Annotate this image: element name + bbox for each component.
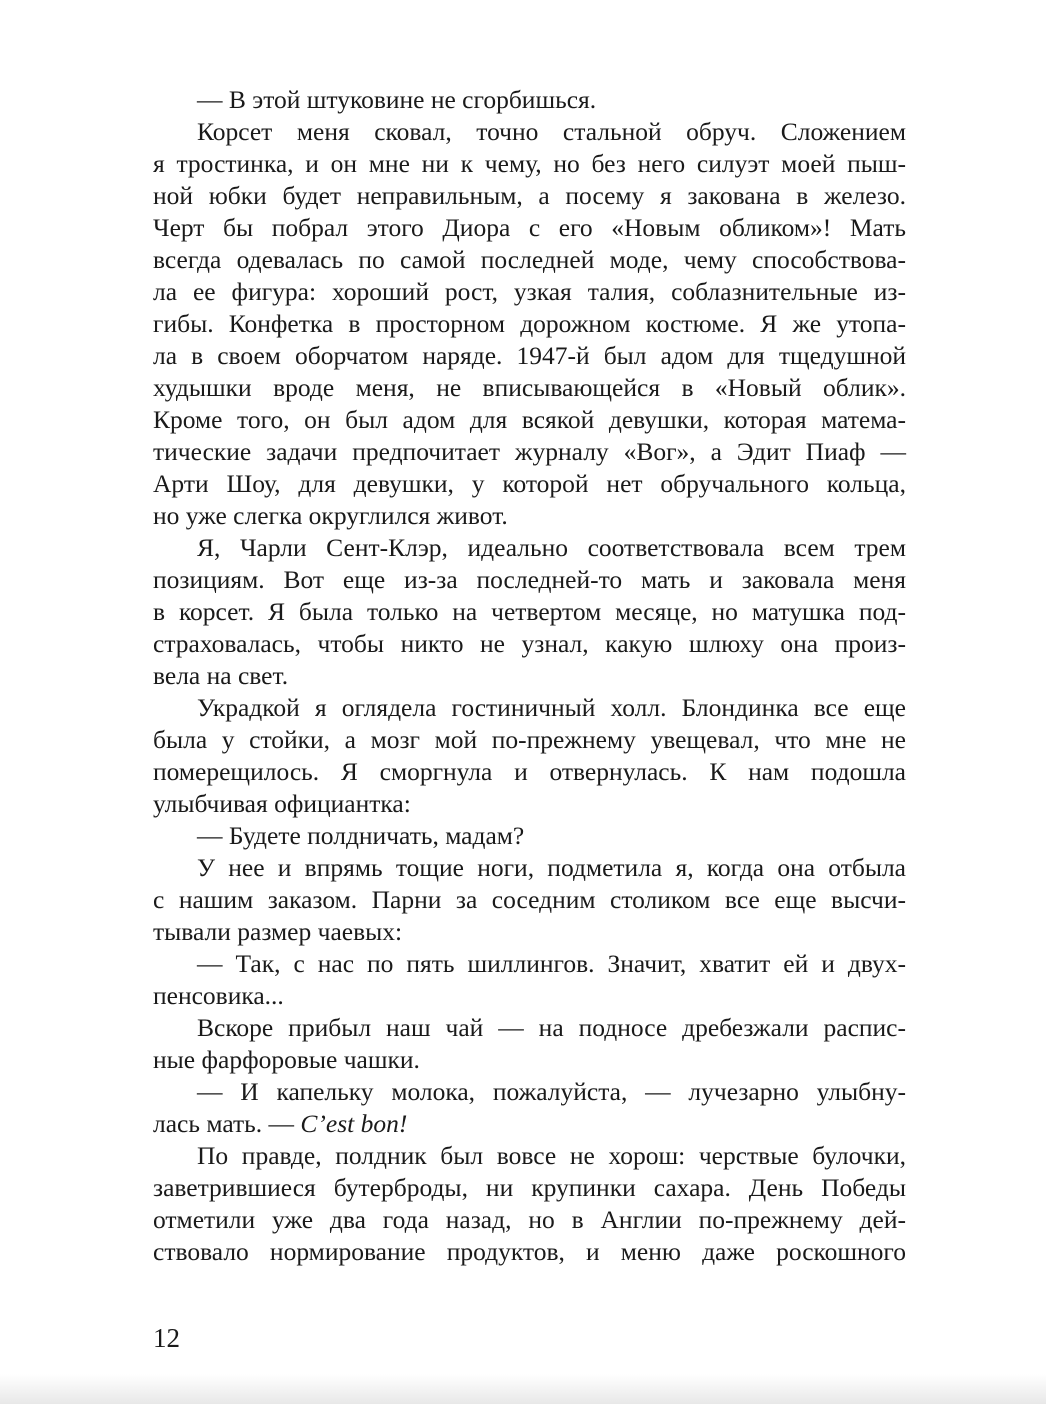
text-line: всегда одевалась по самой последней моде, чему способствова- [153, 245, 906, 274]
text-line [153, 1012, 906, 1044]
french-phrase: C’est bon! [300, 1109, 408, 1138]
text-line: но уже слегка округлился живот. [153, 501, 508, 530]
text-line [153, 1044, 906, 1076]
text-line: У нее и впрямь тощие ноги, подметила я, когда она отбыла [197, 853, 906, 882]
text-line: тические задачи предпочитает журналу «Вог», а Эдит Пиаф — [153, 437, 906, 466]
text-line: страховалась, чтобы никто не узнал, какую шлюху она произ- [153, 629, 906, 658]
text-fragment: Вскоре прибыл наш чай — на подносе дребезжали распис- [197, 1013, 906, 1042]
text-line: Корсет меня сковал, точно стальной обруч. Сложением [197, 117, 906, 146]
text-line: пенсовика... [153, 981, 284, 1010]
text-line: — Так, с нас по пять шиллингов. Значит, хватит ей и двух- [197, 949, 906, 978]
text-line: вела на свет. [153, 661, 289, 690]
text-fragment: лась мать. — [153, 1109, 295, 1138]
text-line: Арти Шоу, для девушки, у которой нет обручального кольца, [153, 469, 906, 498]
text-line: ла ее фигура: хороший рост, узкая талия, соблазнительные из- [153, 277, 906, 306]
text-line: — И капельку молока, пожалуйста, — лучезарно улыбну- [197, 1077, 906, 1106]
text-line: гибы. Конфетка в просторном дорожном костюме. Я же утопа- [153, 309, 906, 338]
text-line: ной юбки будет неправильным, а посему я закована в железо. [153, 181, 906, 210]
text-line: Украдкой я оглядела гостиничный холл. Блондинка все еще [197, 693, 906, 722]
page-number: 12 [153, 1323, 180, 1353]
text-line: худышки вроде меня, не вписывающейся в «Новый облик». [153, 373, 906, 402]
text-line: улыбчивая официантка: [153, 789, 411, 818]
text-line: Черт бы побрал этого Диора с его «Новым обликом»! Мать [153, 213, 906, 242]
text-line: позициям. Вот еще из-за последней-то мать и заковала меня [153, 565, 906, 594]
text-line: По правде, полдник был вовсе не хорош: черствые булочки, [197, 1141, 906, 1170]
text-line: я тростинка, и он мне ни к чему, но без него силуэт моей пыш- [153, 149, 906, 178]
text-line [153, 1108, 906, 1140]
text-line: ла в своем оборчатом наряде. 1947-й был адом для тщедушной [153, 341, 906, 370]
text-line: в корсет. Я была только на четвертом месяце, но матушка под- [153, 597, 906, 626]
text-line: Кроме того, он был адом для всякой девушки, которая матема- [153, 405, 906, 434]
text-line: заветрившиеся бутерброды, ни крупинки сахара. День Победы [153, 1173, 906, 1202]
text-line: отметили уже два года назад, но в Англии по-прежнему дей- [153, 1205, 906, 1234]
text-line: с нашим заказом. Парни за соседним столиком все еще высчи- [153, 885, 906, 914]
text-line: — В этой штуковине не сгорбишься. [197, 85, 597, 114]
text-fragment: ные фарфоровые чашки. [153, 1045, 420, 1074]
page-body [153, 84, 906, 1268]
text-line: тывали размер чаевых: [153, 917, 403, 946]
text-line: Я, Чарли Сент-Клэр, идеально соответствовала всем трем [197, 533, 906, 562]
text-line: была у стойки, а мозг мой по-прежнему увещевал, что мне не [153, 725, 906, 754]
text-line: ствовало нормирование продуктов, и меню даже роскошного [153, 1237, 906, 1266]
page-bottom-shadow [0, 1374, 1046, 1404]
text-line: померещилось. Я сморгнула и отвернулась. К нам подошла [153, 757, 906, 786]
text-line: — Будете полдничать, мадам? [197, 821, 525, 850]
